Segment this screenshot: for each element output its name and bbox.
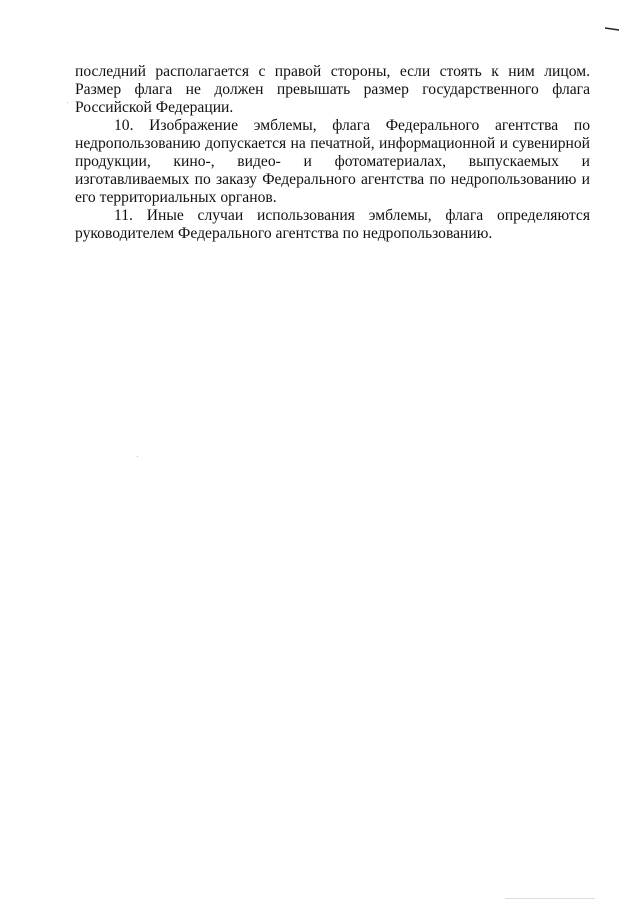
scan-speck (67, 102, 68, 103)
paragraph-item-11: 11. Иные случаи использования эмблемы, флага определяются руководителем Федерального агентства по недропользованию. (75, 207, 590, 242)
paragraph-continuation: последний располагается с правой стороны, если стоять к ним лицом. Размер флага не должен превышать размер государственного флага Российской Федерации. (75, 63, 590, 116)
scan-corner-mark (605, 27, 619, 31)
scan-edge-line (505, 898, 595, 899)
scan-speck (137, 456, 138, 457)
paragraph-item-10: 10. Изображение эмблемы, флага Федерального агентства по недропользованию допускается на печатной, информационной и сувенирной продукции, кино-, видео- и фотоматериалах, выпускаемых и изготавливаемых по заказу Федерального агентства по недропользованию и его территориальных органов. (75, 117, 590, 206)
document-body (75, 63, 590, 243)
